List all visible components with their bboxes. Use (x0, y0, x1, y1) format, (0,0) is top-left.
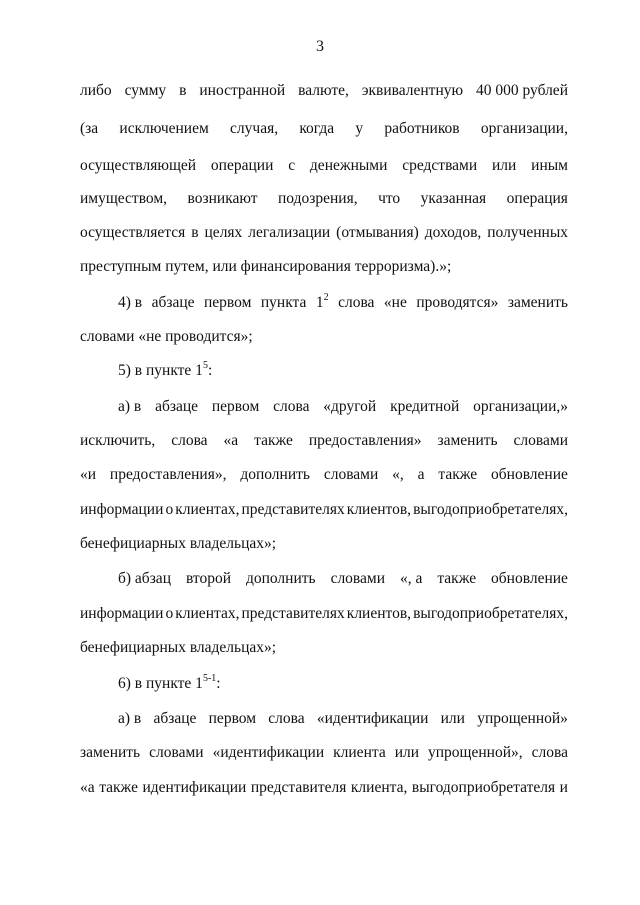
word: работников (384, 120, 460, 137)
word: о (165, 501, 174, 518)
superscript: 5-1 (202, 672, 217, 684)
word: средствами (402, 157, 478, 174)
word: абзаце (153, 710, 197, 727)
word: или (492, 157, 517, 174)
word: абзаце (151, 294, 195, 311)
word: выгодоприобретателя (411, 779, 556, 796)
word: второй (185, 570, 231, 587)
word: а) в (118, 398, 142, 415)
word: идентификации (142, 779, 247, 796)
word: о (165, 605, 174, 622)
word: «и (80, 466, 97, 483)
word: также (99, 779, 138, 796)
word: возникают (187, 190, 258, 207)
word: слова (531, 744, 568, 761)
word: первом (204, 294, 252, 311)
word: информации (80, 605, 164, 622)
word: заменить (437, 432, 498, 449)
word: или (394, 744, 420, 761)
text-line (80, 155, 568, 177)
word: упрощенной» (477, 710, 568, 727)
word: валюте, (298, 82, 349, 99)
word: а (417, 466, 425, 483)
word: «другой (323, 398, 377, 415)
word: проводятся» (416, 294, 499, 311)
word: клиентов, (346, 501, 412, 518)
text-line (80, 533, 568, 555)
word: операция (506, 190, 568, 207)
word: словами (149, 744, 204, 761)
word: также (254, 432, 293, 449)
word: также (438, 466, 478, 483)
word: осуществляется (80, 224, 186, 241)
word: осуществляющей (80, 157, 197, 174)
text-line (118, 568, 568, 590)
line-text: бенефициарных владельцах»; (80, 639, 277, 656)
word: представителях (241, 501, 345, 518)
word: подозрения, (278, 190, 358, 207)
word: организации,» (473, 398, 568, 415)
word: предоставления», (109, 466, 227, 483)
text-line (80, 188, 568, 210)
line-text: преступным путем, или финансирования терроризма).»; (80, 258, 452, 275)
word: клиента, (350, 779, 408, 796)
text-line (118, 673, 568, 695)
word: исключить, (80, 432, 156, 449)
word: доходов, (424, 224, 482, 241)
text-line (80, 777, 568, 799)
text-line (118, 360, 568, 382)
word: слова (171, 432, 208, 449)
line-text: 6) в пункте 1 (118, 675, 203, 692)
word: заменить (507, 294, 568, 311)
text-line (118, 396, 568, 418)
word: и (559, 779, 568, 796)
word: дополнить (245, 570, 316, 587)
text-line (80, 118, 568, 140)
word: словами (513, 432, 568, 449)
text-line (80, 464, 568, 486)
word: представителя (250, 779, 347, 796)
text-line (80, 499, 568, 521)
page-number: 3 (316, 38, 324, 55)
word: первом (208, 710, 257, 727)
text-line (80, 326, 568, 348)
word: «идентификации (212, 744, 325, 761)
word: клиентов, (346, 605, 412, 622)
text-line (80, 742, 568, 764)
word: 4) в (118, 294, 143, 311)
word: «идентификации (316, 710, 429, 727)
word: денежными (309, 157, 388, 174)
word: упрощенной», (428, 744, 523, 761)
text-line (80, 256, 568, 278)
word: выгодоприобретателях, (413, 501, 568, 518)
word: пункта (260, 294, 307, 311)
word: с (288, 157, 296, 174)
word: (отмывания) (336, 224, 419, 241)
word: эквивалентную (361, 82, 464, 99)
word: операции (210, 157, 274, 174)
word: б) абзац (118, 570, 171, 587)
line-text: словами «не проводится»; (80, 328, 253, 345)
text-line (80, 80, 568, 102)
word: слова (268, 710, 305, 727)
word: заменить (80, 744, 141, 761)
punctuation: : (207, 362, 213, 379)
word: предоставления» (308, 432, 422, 449)
word: «а (80, 779, 95, 796)
word: $1^2$ (315, 291, 329, 311)
word: случая, (230, 120, 279, 137)
word: словами (330, 570, 386, 587)
word: кредитной (390, 398, 460, 415)
word: иностранной (199, 82, 286, 99)
word: что (378, 190, 401, 207)
word: первом (211, 398, 260, 415)
word: полученных (487, 224, 568, 241)
word: легализации (248, 224, 331, 241)
line-text: бенефициарных владельцах»; (80, 535, 277, 552)
word: указанная (420, 190, 487, 207)
line-text: 5) в пункте 1 (118, 362, 203, 379)
word: представителях (241, 605, 345, 622)
word: «, а (399, 570, 423, 587)
word: иным (531, 157, 568, 174)
word: обновление (491, 466, 568, 483)
word: имуществом, (80, 190, 168, 207)
word: (за (80, 120, 99, 137)
word: в (179, 82, 187, 99)
word: сумму (124, 82, 167, 99)
word: целях (204, 224, 243, 241)
word: обновление (491, 570, 568, 587)
word: в (191, 224, 199, 241)
word: «, (392, 466, 404, 483)
text-line (118, 292, 568, 314)
word: слова (273, 398, 310, 415)
word: словами (323, 466, 379, 483)
text-line (80, 430, 568, 452)
word: у (355, 120, 364, 137)
word: организации, (480, 120, 568, 137)
word: клиентах, (175, 501, 240, 518)
word: клиентах, (175, 605, 240, 622)
text-line (80, 222, 568, 244)
word: выгодоприобретателях, (413, 605, 568, 622)
word: информации (80, 501, 164, 518)
word: «не (383, 294, 407, 311)
word: а) в (118, 710, 142, 727)
word: когда (299, 120, 335, 137)
word: либо (80, 82, 112, 99)
word: клиента (333, 744, 386, 761)
word: исключением (119, 120, 209, 137)
punctuation: : (216, 675, 221, 692)
word: также (437, 570, 477, 587)
word: дополнить (240, 466, 310, 483)
text-line (118, 708, 568, 730)
superscript: 5 (202, 359, 208, 371)
word: «а (223, 432, 239, 449)
word: 40 000 рублей (475, 82, 568, 99)
word: абзаце (155, 398, 199, 415)
text-line (80, 637, 568, 659)
word: слова (338, 294, 375, 311)
text-line (80, 603, 568, 625)
superscript: 2 (323, 291, 329, 303)
word: или (440, 710, 465, 727)
